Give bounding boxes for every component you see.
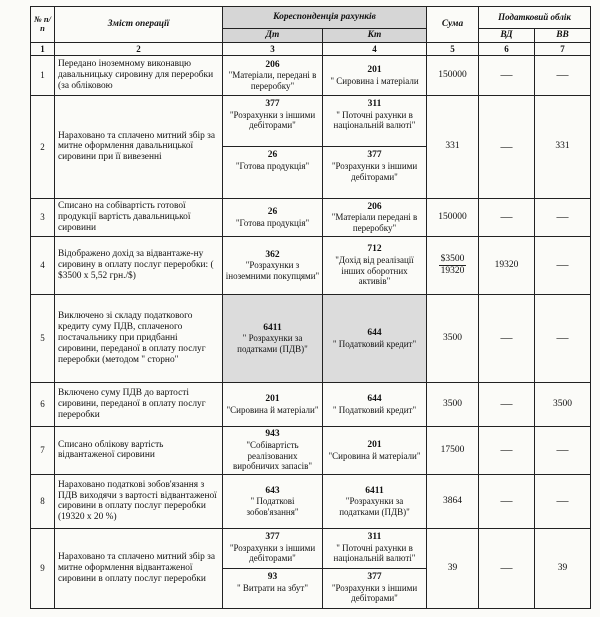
account-code: 377 [265, 98, 280, 109]
account-name: " Податковий кредит" [332, 338, 417, 349]
sum-value: 3500 [427, 294, 479, 382]
table-row [31, 382, 591, 426]
account-entry [225, 60, 320, 92]
account-code: 201 [265, 393, 280, 404]
tax-vd: — [479, 294, 535, 382]
header-vv: ВВ [535, 29, 591, 43]
row-number: 1 [31, 55, 55, 95]
account-name: " Поточні рахунки в національній валюті" [333, 109, 416, 131]
sum-uah: 19320 [440, 265, 465, 276]
column-number: 1 [31, 42, 55, 55]
row-number: 2 [31, 95, 55, 198]
account-code: 26 [267, 206, 278, 217]
credit-account [323, 528, 427, 608]
operation-text: Списано на собівартість готової продукції вартість давальницької сировини [55, 198, 223, 236]
account-entry [325, 65, 424, 86]
account-code: 377 [367, 150, 382, 161]
account-entry [325, 202, 424, 234]
header-vd: ВД [479, 29, 535, 43]
account-name: "Сировина й матеріали" [226, 404, 319, 415]
account-entry [223, 96, 322, 147]
row-number: 7 [31, 426, 55, 474]
debit-account [223, 95, 323, 198]
column-number: 5 [427, 42, 479, 55]
header-tax: Податковий облік [479, 7, 591, 29]
operation-text: Передано іноземному виконавцю давальницьку сировину для переробки (за обліковою [55, 55, 223, 95]
tax-vd: — [479, 95, 535, 198]
operation-text: Нараховано податкові зобов'язання з ПДВ виходячи з вартості відвантаженої сировини в оплату послуг переробки (19320 х 20 %) [55, 474, 223, 528]
column-number: 7 [535, 42, 591, 55]
account-name: "Готова продукція" [235, 161, 310, 172]
header-number: № п/п [31, 7, 55, 43]
account-code: 201 [367, 439, 382, 450]
tax-vv: — [535, 426, 591, 474]
account-name: " Податкові зобов'язання" [246, 496, 299, 517]
sum-value: 150000 [427, 198, 479, 236]
account-entry [323, 96, 426, 147]
tax-vd: — [479, 426, 535, 474]
debit-account [223, 294, 323, 382]
header-credit: Кт [323, 29, 427, 43]
credit-account [323, 198, 427, 236]
account-code: 377 [367, 571, 382, 582]
sum-value: 150000 [427, 55, 479, 95]
account-name: "Собівартість реалізованих виробничих запасів" [232, 440, 313, 471]
row-number: 6 [31, 382, 55, 426]
tax-vv: — [535, 198, 591, 236]
table-row [31, 426, 591, 474]
account-name: " Витрати на збут" [236, 582, 308, 593]
header-sum: Сума [427, 7, 479, 43]
document-page [30, 6, 590, 609]
row-number: 8 [31, 474, 55, 528]
tax-vd: — [479, 198, 535, 236]
account-code: 712 [367, 244, 382, 255]
tax-vv: 39 [535, 528, 591, 608]
sum-value [427, 236, 479, 294]
credit-account [323, 382, 427, 426]
account-name: " Податковий кредит" [332, 404, 417, 415]
account-code: 644 [367, 327, 382, 338]
account-entry [325, 328, 424, 349]
debit-account [223, 236, 323, 294]
credit-account [323, 294, 427, 382]
credit-account [323, 95, 427, 198]
account-entry [323, 146, 426, 198]
tax-vv: — [535, 474, 591, 528]
tax-vv: — [535, 236, 591, 294]
account-entry [225, 486, 320, 518]
table-row [31, 474, 591, 528]
operation-text: Нараховано та сплачено митний збір за митне оформлення відвантаженої сировини в оплату послуг переробки [55, 528, 223, 608]
account-code: 311 [367, 98, 382, 109]
row-number: 9 [31, 528, 55, 608]
account-name: "Готова продукція" [235, 217, 310, 228]
account-code: 206 [367, 201, 382, 212]
tax-vd: — [479, 55, 535, 95]
account-name: " Сировина і матеріали [330, 75, 419, 86]
account-entry [225, 323, 320, 355]
tax-vd: — [479, 528, 535, 608]
account-code: 377 [265, 531, 280, 542]
account-code: 26 [267, 150, 278, 161]
tax-vv: — [535, 55, 591, 95]
account-name: "Розрахунки з іноземними покупцями" [225, 260, 320, 281]
account-code: 6411 [365, 485, 384, 496]
table-row [31, 198, 591, 236]
account-code: 943 [265, 429, 280, 440]
header-correspondence: Кореспонденція рахунків [223, 7, 427, 29]
account-entry [225, 429, 320, 471]
account-name: "Сировина й матеріали" [328, 450, 421, 461]
account-code: 362 [265, 249, 280, 260]
account-name: " Поточні рахунки в національній валюті" [333, 542, 416, 564]
account-name: "Розрахунки з іншими дебіторами" [229, 109, 316, 131]
sum-value: 3500 [427, 382, 479, 426]
account-name: "Матеріали передані в переробку" [331, 212, 418, 233]
operation-text: Відображено дохід за відвантаже-ну сировину в оплату послуг переробки: ( $3500 х 5,52 грн./$) [55, 236, 223, 294]
operation-text: Списано облікову вартість відвантаженої сировини [55, 426, 223, 474]
operation-text: Включено суму ПДВ до вартості сировини, переданої в оплату послуг переробки [55, 382, 223, 426]
account-name: " Розрахунки за податками (ПДВ)" [237, 333, 308, 354]
column-number: 6 [479, 42, 535, 55]
account-name: "Розрахунки за податками (ПДВ)" [339, 496, 410, 517]
tax-vv: 331 [535, 95, 591, 198]
sum-value: 39 [427, 528, 479, 608]
sum-currency: $3500 [440, 253, 465, 264]
account-entry [223, 568, 322, 608]
account-entry [323, 568, 426, 608]
account-entry [223, 146, 322, 198]
row-number: 5 [31, 294, 55, 382]
tax-vd: 19320 [479, 236, 535, 294]
account-code: 311 [367, 531, 382, 542]
tax-vv: 3500 [535, 382, 591, 426]
credit-account [323, 236, 427, 294]
account-code: 6411 [263, 322, 282, 333]
tax-vv: — [535, 294, 591, 382]
sum-value: 17500 [427, 426, 479, 474]
row-number: 3 [31, 198, 55, 236]
tax-vd: — [479, 382, 535, 426]
debit-account [223, 426, 323, 474]
debit-account [223, 55, 323, 95]
account-name: "Розрахунки з іншими дебіторами" [331, 161, 418, 182]
account-entry [225, 250, 320, 282]
account-name: "Матеріали, передані в переробку" [228, 70, 317, 91]
tax-vd: — [479, 474, 535, 528]
account-entry [325, 440, 424, 461]
table-row [31, 294, 591, 382]
header-content: Зміст операції [55, 7, 223, 43]
account-code: 643 [265, 485, 280, 496]
account-entry [325, 244, 424, 286]
operation-text: Нараховано та сплачено митний збір за митне оформлення давальницької сировини при її вивезенні [55, 95, 223, 198]
operation-text: Виключено зі складу податкового кредиту суму ПДВ, сплаченого постачальнику при придбанні сировини, переданої в оплату послуг переробки (методом " сторно" [55, 294, 223, 382]
operations-table [30, 6, 591, 609]
account-entry [225, 207, 320, 228]
column-numbers-row [31, 42, 591, 55]
column-number: 3 [223, 42, 323, 55]
row-number: 4 [31, 236, 55, 294]
account-entry [225, 394, 320, 415]
table-row [31, 55, 591, 95]
account-code: 644 [367, 393, 382, 404]
debit-account [223, 528, 323, 608]
account-entry [323, 529, 426, 568]
account-name: "Розрахунки з іншими дебіторами" [229, 542, 316, 564]
credit-account [323, 474, 427, 528]
table-row [31, 528, 591, 608]
account-entry [223, 529, 322, 568]
account-entry [325, 394, 424, 415]
column-number: 2 [55, 42, 223, 55]
account-entry [325, 486, 424, 518]
debit-account [223, 382, 323, 426]
table-row [31, 236, 591, 294]
column-number: 4 [323, 42, 427, 55]
account-code: 206 [265, 59, 280, 70]
account-name: "Розрахунки з іншими дебіторами" [331, 582, 418, 604]
header-debit: Дт [223, 29, 323, 43]
credit-account [323, 55, 427, 95]
sum-value: 331 [427, 95, 479, 198]
account-name: "Дохід від реалізації інших оборотних активів" [335, 255, 414, 286]
debit-account [223, 474, 323, 528]
debit-account [223, 198, 323, 236]
account-code: 201 [367, 64, 382, 75]
account-code: 93 [267, 571, 278, 582]
table-row [31, 95, 591, 198]
credit-account [323, 426, 427, 474]
sum-value: 3864 [427, 474, 479, 528]
